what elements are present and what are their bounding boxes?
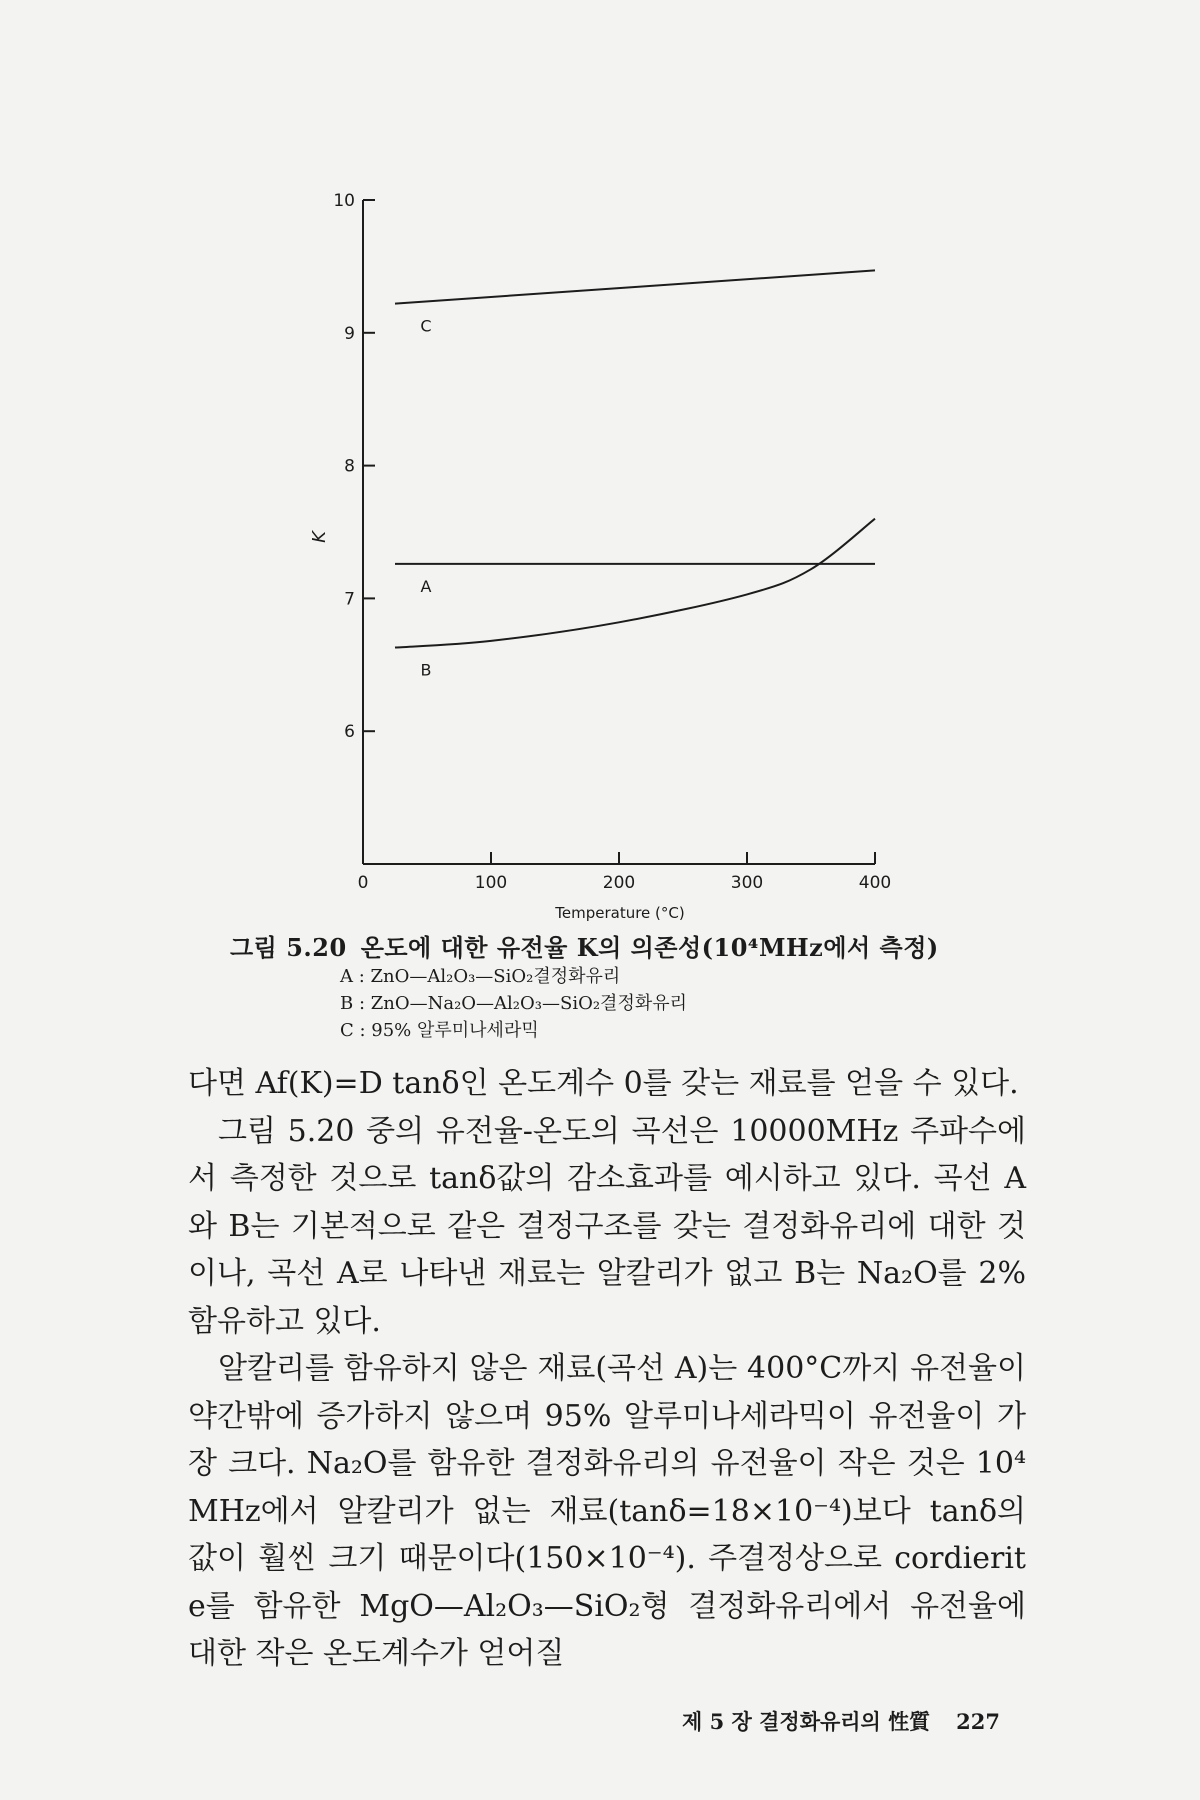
y-axis-label: K [309,531,330,543]
y-tick-label-8: 8 [344,456,355,477]
series-line-C [395,270,875,303]
y-tick-label-7: 7 [344,589,355,610]
chart-ticks [333,191,891,893]
paragraph-3: 알칼리를 함유하지 않은 재료(곡선 A)는 400°C까지 유전율이 약간밖에 증가하지 않으며 95% 알루미나세라믹이 유전율이 가장 크다. Na₂O를 함유한 결정화유리의 유전율이 작은 것은 10⁴MHz에서 알칼리가 없는 재료(tanδ=18×10⁻⁴)보다 tanδ의 값이 훨씬 크기 때문이다(150×10⁻⁴). 주결정상으로 cordierite를 함유한 MgO—Al₂O₃—SiO₂형 결정화유리에서 유전율에 대한 작은 온도계수가 얻어질 [188,1351,1026,1671]
caption-title [230,928,950,963]
caption-legend-c: C : 95% 알루미나세라믹 [340,1020,539,1041]
caption-legend-b: B : ZnO—Na₂O—Al₂O₃—SiO₂결정화유리 [340,993,687,1014]
page-number: 227 [956,1709,1000,1734]
x-tick-label-400: 400 [858,873,892,893]
series-label-C: C [420,316,432,336]
x-tick-label-300: 300 [730,873,764,893]
caption-text: 온도에 대한 유전율 K의 의존성(10⁴MHz에서 측정) [360,933,939,962]
page-footer [0,1706,1000,1736]
caption-legend-a: A : ZnO—Al₂O₃—SiO₂결정화유리 [340,966,621,987]
paragraph-1: 다면 Af(K)=D tanδ인 온도계수 0를 갖는 재료를 얻을 수 있다. [188,1066,1019,1101]
origin-label: 0 [357,873,369,893]
y-tick-label-9: 9 [344,323,355,344]
series-line-B [395,519,875,648]
y-tick-label-6: 6 [344,722,355,743]
body-text [188,1060,1026,1678]
figure-caption [230,928,950,1044]
y-tick-label-10: 10 [333,191,355,211]
paragraph-2: 그림 5.20 중의 유전율-온도의 곡선은 10000MHz 주파수에서 측정한 것으로 tanδ값의 감소효과를 예시하고 있다. 곡선 A와 B는 기본적으로 같은 결정구조를 갖는 결정화유리에 대한 것이나, 곡선 A로 나타낸 재료는 알칼리가 없고 B는 Na₂O를 2% 함유하고 있다. [188,1113,1026,1339]
series-label-B: B [420,660,432,680]
chart-series [395,270,875,679]
x-tick-label-100: 100 [474,873,508,893]
series-label-A: A [420,576,432,596]
figure-number: 그림 5.20 [230,933,347,962]
x-axis-label: Temperature (°C) [555,904,685,922]
chapter-title: 제 5 장 결정화유리의 性質 [682,1709,931,1734]
x-tick-label-200: 200 [602,873,636,893]
